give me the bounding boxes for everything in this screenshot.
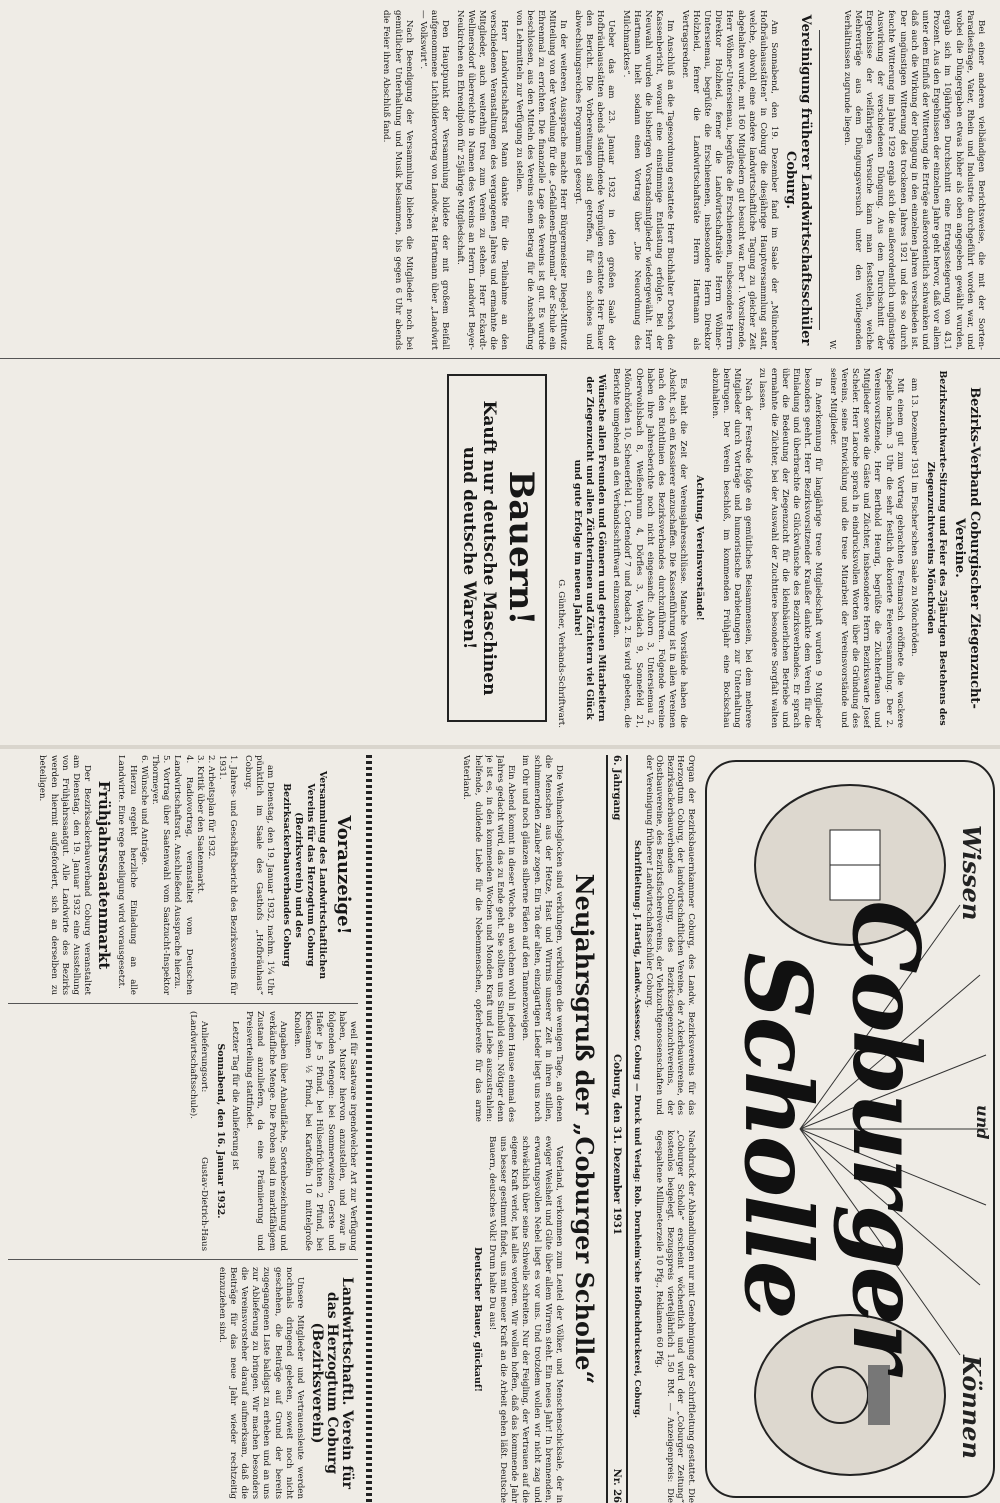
advertisement-box — [447, 374, 547, 722]
heading-goat-breeders: Bezirks-Verband Coburgischer Ziegenzucht-Vereine. — [952, 387, 982, 709]
paragraph: Mit einem gut zum Vortrag gebrachten Festmarsch eröffnete die wackere Kapelle nachm. 3 Uhr die sehr festlich dekorierte Feierversammlung. Der 2. Vereinsvorsitzende, Herr Berthold Heurig, begrüßte die Züchterfrauen und Mitglieder sowie die Gäste und Züchter, insbesondere Herrn Bezirkswarte Josef Scheler. Herr Laroche sprach in eindrucksvollen Worten über die Gründung des Vereins, seine Entwicklung und die treue Mitarbeit der Vereinsvorstände und seiner Mitglieder. — [827, 368, 905, 728]
paragraph: Ueber das am 23. Januar 1932 in den großen Saale der Hofbräuhausstätten abends stattfindende Vergnügen erstattete Herr Bauer den Bericht. Die Vorbereitungen sind getroffen, für ein schönes und abwechslungsreiches Programm ist gesorgt. — [572, 10, 617, 350]
agenda-item: 3. Kritik über den Saatenmarkt. — [194, 755, 205, 895]
deadline-date: Sonnabend, den 16. Januar 1932. — [214, 1043, 226, 1219]
volume-number: 6. Jahrgang — [611, 755, 623, 821]
association-title: Landwirtschaftl. Verein für das Herzogtum Coburg (Bezirksverein) — [309, 1276, 355, 1490]
heading-alumni-association: Vereinigung früherer Landwirtschaftsschüler Coburg. — [783, 14, 814, 346]
column-rule — [8, 1003, 358, 1004]
greeting-columns — [457, 755, 564, 1503]
left-page — [0, 0, 1000, 740]
issue-number: Nr. 26 — [611, 1468, 623, 1503]
paragraph: Den Hauptpunkt der Versammlung bildete der mit großem Beifall aufgenommene Lichtbildervortrag von Landw.-Rat Hartmann über „Landwirt — Volkswirt“. — [418, 10, 451, 350]
seed-market-title: Frühjahrssaatenmarkt — [95, 780, 114, 970]
greeting-col-2 — [457, 1136, 564, 1503]
agenda-item: 1. Jahres- und Geschäftsbericht des Bezirksvereins für 1931. — [217, 755, 239, 995]
paragraph: In Anerkennung für langjährige treue Mitgliedschaft wurden 9 Mitglieder besonders geehrt. Herr Bezirksvorsitzender Kraußer dankte dem Verein für die Einladung und überbrachte die Glückwünsche des Bezirksverbandes. Er sprach über die Bedeutung der Ziegenzucht für die kleinbäuerlichen Betriebe und ermahnte die Züchter, bei der Auswahl der Zuchttiere besondere Sorgfalt walten zu lassen. — [757, 368, 824, 728]
paragraph: Nach der Festrede folgte ein gemütliches Beisammensein, bei dem mehrere Mitglieder durch Vorträge und humoristische Darbietungen zur Unterhaltung beitrugen. Der Verein beschloß, im kommenden Frühjahr eine Bockschau abzuhalten. — [709, 368, 754, 728]
preliminary-notice — [8, 755, 358, 995]
left-column-1 — [11, 10, 986, 350]
greeting-col-1 — [457, 755, 564, 1122]
masthead — [700, 755, 1000, 1503]
paragraph: In der weiteren Aussprache machte Herr Bürgermeister Diegel-Mittwitz Mitteilung von der Verteilung für die „Gefallenen-Ehrenmal“ der Schule ein Ehrenmal zu errichten. Die finanzielle Lage des Vereins ist gut. Es wurde beschlossen, aus den Mitteln des Vereins einen Betrag für die Anschaffung von Lehrmitteln zur Verfügung zu stellen. — [513, 10, 569, 350]
newspaper-title: Coburger Scholle — [724, 900, 940, 1370]
paragraph: Der Bezirksackerbauverband Coburg veranstaltet am Dienstag, den 19. Januar 1932 eine Ausstellung von Frühjahrssaatgut. Alle Landwirte des Bezirks werden hiermit aufgefordert, sich an derselben zu beteiligen. — [37, 755, 93, 995]
subheading-goat-breeders: Bezirkszuchtwarte-Sitzung und Feier des 25jährigen Bestehens des Ziegenzuchtvereins Mönchröden — [925, 370, 948, 726]
imprint-line: Schriftleitung: J. Hartig, Landw.-Assessor, Coburg — Druck und Verlag: Rob. Dornheim'sche Hofbuchdruckerei, Coburg. — [632, 839, 642, 1419]
paragraph: Angaben über Anbaufläche, Sortenbezeichnung und verkäufliche Menge. Die Proben sind in marktfähigem Zustand anzuliefern, da eine Prämiierung und Preisverteilung stattfindet. — [244, 1011, 288, 1251]
author-signature: W. — [827, 339, 838, 350]
author-signature: G. Günther, Verbands-Schriftwart. — [555, 579, 566, 728]
paragraph: am Dienstag, den 19. Januar 1932, nachm. 1¼ Uhr pünktlich im Saale des Gasthofs „Hofbräuhaus“ Coburg. — [242, 755, 275, 995]
page-fold — [0, 745, 1000, 749]
ad-headline: Bauern! — [500, 470, 541, 626]
subscription-info: Nachdruck der Abhandlungen nur mit Genehmigung der Schriftleitung gestattet. Die „Coburger Scholle“ erscheint wöchentlich und wird der „Coburger Zeitung“ kostenlos beigelegt. Bezugspreis vierteljährlich 1.50 RM. — Anzeigenpreis: Die 6gespaltene Millimeterzeile 10 Pfg., Reklamen 60 Pfg. — [654, 1130, 696, 1503]
agenda-item: 4. Radiovortrag, veranstaltet vom Deutschen Landwirtschaftsrat. Anschließend Aussprache hierzu. — [172, 755, 194, 995]
agenda-item: 6. Wünsche und Anträge. — [138, 755, 149, 866]
paragraph: Im Anschluß an die Tagesordnung erstattete Herr Buchhalter Dorsch den Kassenbericht, worauf eine einstimmige Entlastung erfolgte. Bei der Neuwahl wurden die bisherigen Vorstandsmitglieder wiedergewählt. Herr Hartmann hielt sodann einen Vortrag über „Die Neuordnung des Milchmarktes“. — [620, 10, 676, 350]
motto-left: Wissen — [957, 825, 986, 921]
motto-middle: und — [973, 1105, 992, 1140]
publisher-organs: Organ der Bezirksbauernkammer Coburg, des Landw. Bezirksvereins für das Herzogtum Coburg, der landwirtschaftlichen Vereine, der Ackerbauvereine, des Bezirksackerbauverbandes Coburg, des Bezirksziegenzuchtvereins, der Obstbauvereine, des Bezirksfischereivereins, der Viehzuchtgenossenschaften und der Vereinigung früherer Landwirtschaftsschüler Coburg. — [644, 755, 696, 1115]
divider — [819, 30, 820, 330]
paragraph: Die Weihnachtsglocken sind verklungen, verklungen die wenigen Tage, an denen die Menschen aus der Hetze, Hast und Wirrnis unserer Zeit in ihren stillen, schimmernden Zauber zogen. Ein Ton der alten, einzigartigen Lieder liegt uns noch im Ohr und noch glänzen silberne Fäden auf den Tannenzweigen. — [520, 755, 564, 1122]
paragraph: Anlieferungsort: Gustav-Dietrich-Haus (Landwirtschaftsschule). — [187, 1011, 209, 1251]
column-rule — [8, 1259, 358, 1260]
seed-market-continued — [8, 1011, 358, 1251]
paragraph: Es naht die Zeit der Vereinsjahresschlüsse. Manche Vorstände haben die Absicht, sich ein Kassierer anzuschaffen. Die Kassenführung ist in allen Vereinen nach den Richtlinien des Bezirksverbandes durchzuführen. Folgende Vereine haben ihre Jahresberichte noch nicht eingesandt: Ahorn 3, Untersiemau 2, Oberwohlsbach 8, Weißenbrunn 4, Dörfles 3, Weidach 9, Sonnefeld 21, Mönchröden 10, Scheuerfeld 1, Cortendorf 7 und Rodach 2. Es wird gebeten, die Berichte umgehend an den Verbandsschriftwart einzusenden. — [611, 368, 689, 728]
date-line — [606, 755, 628, 1503]
paragraph: Ein Abend kommt in dieser Woche, an welchem wohl in jedem Hause einmal des Jahres gedacht wird, das zu Ende geht. Sie sollten uns Sinnbild sein. Nötiger denn je ist es, in den kommenden Wochen und Monden Kraft und Liebe auszustrahlen: helfende, duldende Liebe für die Nebenmenschen, opferbereite für das arme Vaterland. — [461, 755, 517, 1122]
right-page — [0, 755, 1000, 1503]
notice-subtitle: Versammlung des Landwirtschaftlichen Vereins für das Herzogtum Coburg (Bezirksverein) und des Bezirksackerbauverbandes Coburg — [281, 770, 328, 980]
motto-right: Können — [957, 1355, 986, 1459]
new-year-greeting — [382, 755, 602, 1503]
greeting-title: Neujahrsgruß der „Coburger Scholle“ — [570, 873, 599, 1385]
paragraph: Vaterland, verkommen zum Leutel der Völker, und Menschenschicksale, der in ewiger Weisheit und Güte über allem Wirren steht. Ein neues Jahr! In brennenden, erwartungsvollen Nebel liegt es vor uns. Und trotzdem wollen wir nicht zag und schwächlich über seine Schwelle schreiten. Nur der Feigling, der Vertrauen auf die eigene Kraft verlor, hat alles verloren. Wir wollen hoffen, daß das kommende Jahr uns besser gestimmt findet, uns mit neuer Kraft an die Arbeit gehen läßt. Deutsche Bauern, deutsches Volk! Drum halte Du aus! — [486, 1136, 564, 1503]
fertilizer-article-end: Bei einer anderen vielbändigen Berichtsweise, die mit der Sorten-Paradiesfrage, Vater, Rhein und Industrie durchgeführt worden war, und wobei die Düngergaben etwas höher als oben angegeben gewählt wurden, ergab sich im 10jährigen Durchschnitt eine Ertragssteigerung von 43,1 Prozent. Aus den Ergebnissen der einzelnen Jahre geht hervor, daß vor allem unter dem Einfluß der Witterung die Erträge außerordentlich schwanken und daß auch die Wirkung der Düngung in den einzelnen Jahren verschieden ist. Der ungünstigen Witterung des trockenen Jahres 1921 und des so durch feuchte Witterung im Jahre 1929 ergab sich die außerordentlich ungünstige Auswirkung der verschiedenen Düngung. Aus dem Durchschnitt der Ergebnisse der vielfährigen Versuche kann man feststellen, welche Mehrerträge aus dem Düngungsversuch unter den vorliegenden Verhältnissen zugrunde liegen. — [841, 10, 986, 350]
agenda-item: 2. Arbeitsplan für 1932. — [205, 755, 216, 860]
ad-slogan: Kauft nur deutsche Maschinen und deutsche Waren! — [458, 400, 499, 696]
ornamental-rule — [366, 755, 372, 1503]
column-rule — [0, 358, 1000, 359]
left-column-2 — [11, 368, 986, 728]
paragraph: Hierzu ergeht herzliche Einladung an alle Landwirte. Eine rege Beteiligung wird vorausgesetzt. — [116, 755, 138, 995]
paragraph: Nach Beendigung der Versammlung blieben die Mitglieder noch bei gemütlicher Unterhaltung und Musik beisammen, bis gegen 6 Uhr abends die Feier ihren Abschluß fand. — [381, 10, 414, 350]
paragraph: Unsere Mitglieder und Vertrauensleute werden nochmals dringend gebeten, soweit noch nicht geschehen, die Beiträge auf Grund der bereits zugegangenen Liste baldigst zu erheben und an uns zur Ablieferung zu bringen. Wir machen besonders die Vereinsvorsteher darauf aufmerksam, daß die Beiträge für das neue Jahr wieder rechtzeitig einzuziehen sind. — [216, 1267, 305, 1499]
paragraph: Herr Landwirtschaftsrat Mann dankte für die Teilnahme an den verschiedenen Veranstaltungen des vergangenen Jahres und ermahnte die Mitglieder, auch weiterhin treu zum Verein zu stehen. Herr Eckardt-Wellmersdorf überreichte in Namen des Vereins an Herrn Landwirt Beyer-Neukirchen ein Ehrendiplom für 25jährige Mitgliedschaft. — [454, 10, 510, 350]
heading-attention-boards: Achtung, Vereinsvorstände! — [694, 475, 706, 621]
greeting-signature: Deutscher Bauer, glückauf! — [471, 1247, 483, 1392]
paragraph: Am Sonnabend, den 19. Dezember fand im Saale der „Münchner Hofbräuhausstätten“ in Coburg die diesjährige Hauptversammlung statt, welche, obwohl eine andere landwirtschaftliche Tagung zu gleicher Zeit abgehalten wurde, mit 160 Mitgliedern gut besucht war. Der 1. Vorsitzende, Herr Wöhner-Untersiemau, begrüßte die Erschienenen, insbesondere Herrn Direktor Holzheid, ferner die Landwirtschaftsräte Herrn Wöhner-Untersiemau, begrüßte die Erschienenen, insbesondere Herrn Direktor Holzheid, ferner die Landwirtschaftsräte Herrn Hartmann als Vertragsredner. — [679, 10, 780, 350]
paragraph: Letzter Tag für die Anlieferung ist — [229, 1021, 240, 1170]
agenda-item: 5. Vortrag über Saatenwahl vom Saatzucht-Inspektor Thormeyer. — [149, 755, 172, 995]
notice-title: Vorauzeige! — [333, 815, 354, 935]
agricultural-association — [8, 1267, 358, 1499]
issue-date: Coburg, den 31. Dezember 1931 — [611, 1054, 623, 1235]
new-year-wishes: Wünsche allen Freunden und Gönnern und getreuen Mitarbeitern der Ziegenzucht und allen Züchterinnen und Züchtern viel Glück und gute Erfolge im neuen Jahre! — [571, 374, 607, 722]
paragraph: weil für Saatware irgendwelcher Art zur Verfügung haben, Muster hiervon anzustellen, und zwar in folgenden Mengen: bei Sommerweizen, Gerste und Hafer je 5 Pfund, bei Hülsenfrüchten 2 Pfund, bei Kleesamen ½ Pfund, bei Kartoffeln 10 mittelgroße Knollen. — [291, 1011, 358, 1251]
paragraph: am 13. Dezember 1931 im Fischer'schen Saale zu Mönchröden. — [909, 378, 919, 657]
